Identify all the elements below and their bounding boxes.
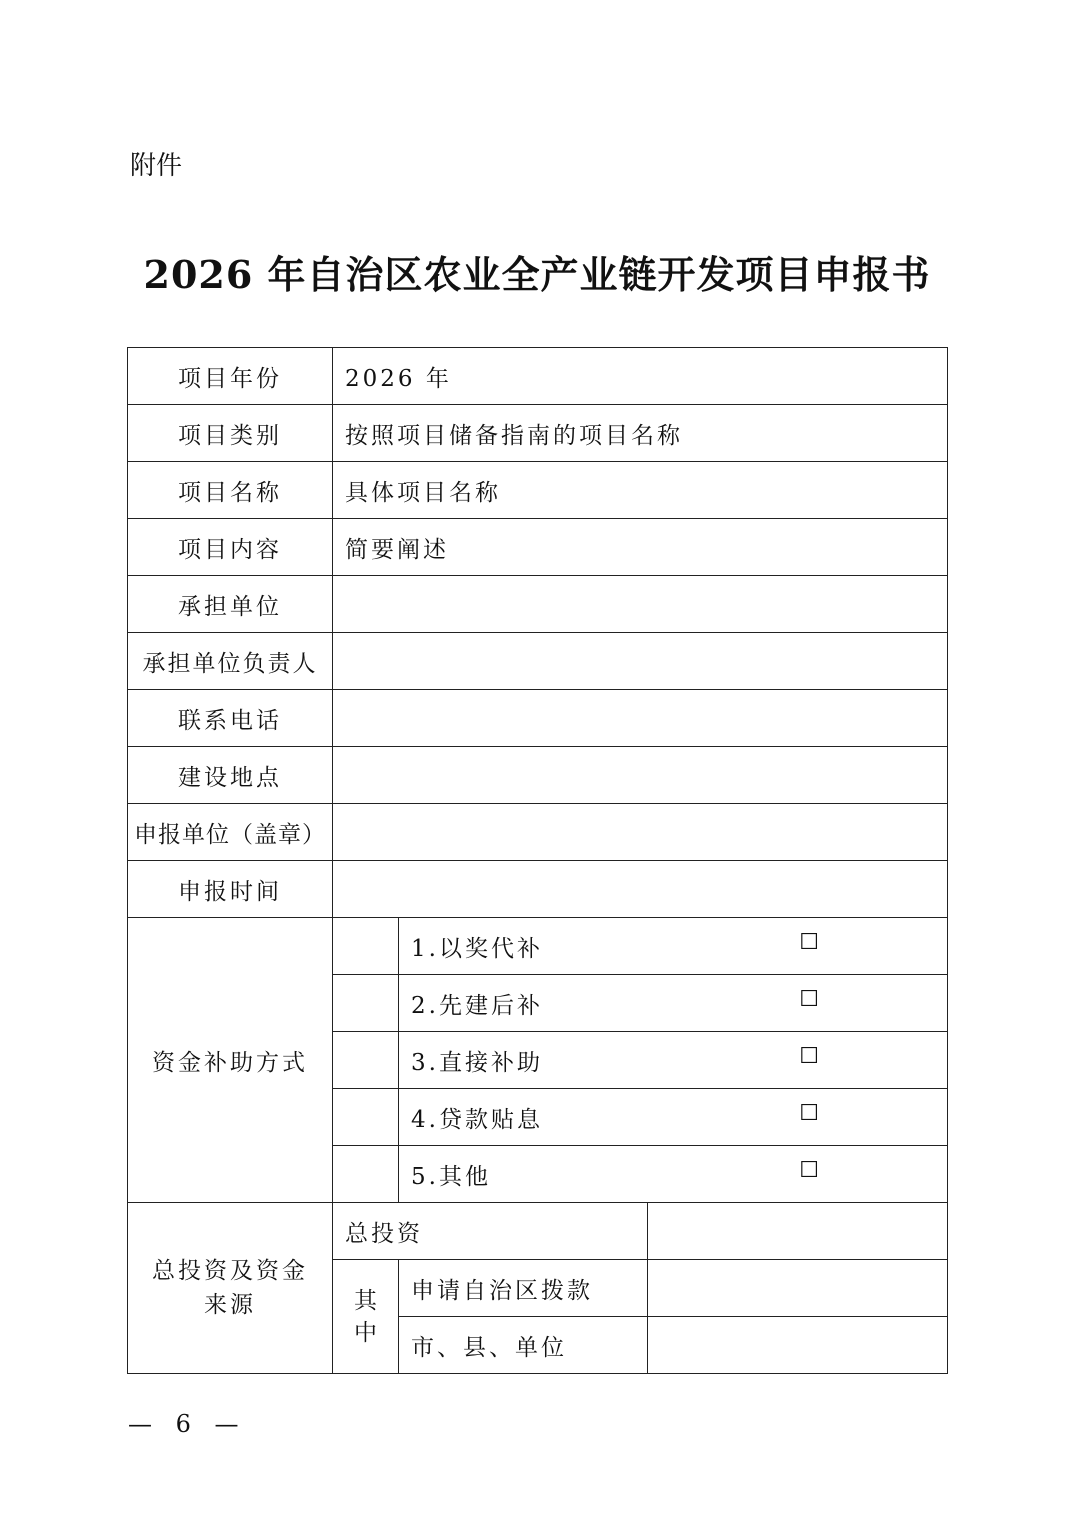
investment-item-label: 市、县、单位 <box>399 1317 648 1374</box>
page-number: — 6 — <box>128 1410 247 1438</box>
of-which-char: 中 <box>354 1319 377 1346</box>
row-label: 项目年份 <box>128 348 333 405</box>
checkbox[interactable]: ☐ <box>799 1043 819 1069</box>
checkbox[interactable]: ☐ <box>799 986 819 1012</box>
of-which-label <box>333 1260 399 1374</box>
total-investment-field[interactable] <box>648 1203 948 1260</box>
funding-option-label: 5.其他 <box>411 1163 491 1190</box>
table-row <box>128 804 948 861</box>
table-row <box>128 462 948 519</box>
investment-label <box>128 1203 333 1374</box>
blank-cell <box>333 975 399 1032</box>
row-value-field[interactable]: 按照项目储备指南的项目名称 <box>333 405 948 462</box>
funding-option <box>399 918 948 975</box>
funding-option-label: 2.先建后补 <box>411 992 543 1019</box>
table-row <box>128 861 948 918</box>
row-value-field[interactable] <box>333 804 948 861</box>
table-row <box>128 747 948 804</box>
row-value-field[interactable] <box>333 633 948 690</box>
investment-item-label: 申请自治区拨款 <box>399 1260 648 1317</box>
row-value-field[interactable]: 2026 年 <box>333 348 948 405</box>
row-label: 项目内容 <box>128 519 333 576</box>
table-row <box>128 1203 948 1260</box>
row-value-field[interactable]: 具体项目名称 <box>333 462 948 519</box>
row-label: 建设地点 <box>128 747 333 804</box>
funding-option <box>399 1089 948 1146</box>
row-value-field[interactable] <box>333 861 948 918</box>
funding-option <box>399 975 948 1032</box>
investment-label-line: 总投资及资金 <box>152 1258 308 1284</box>
funding-option-label: 3.直接补助 <box>411 1049 543 1076</box>
row-label: 承担单位负责人 <box>128 633 333 690</box>
investment-item-field[interactable] <box>648 1260 948 1317</box>
total-investment-label: 总投资 <box>333 1203 648 1260</box>
row-label: 申报时间 <box>128 861 333 918</box>
table-row <box>128 633 948 690</box>
application-form-table <box>127 347 948 1374</box>
investment-item-field[interactable] <box>648 1317 948 1374</box>
blank-cell <box>333 918 399 975</box>
checkbox[interactable]: ☐ <box>799 1157 819 1183</box>
blank-cell <box>333 1032 399 1089</box>
row-value-field[interactable] <box>333 690 948 747</box>
blank-cell <box>333 1089 399 1146</box>
table-row <box>128 918 948 975</box>
table-row <box>128 576 948 633</box>
table-row <box>128 690 948 747</box>
row-label: 申报单位（盖章） <box>128 804 333 861</box>
funding-option-label: 4.贷款贴息 <box>411 1106 543 1133</box>
funding-method-label: 资金补助方式 <box>128 918 333 1203</box>
document-title: 2026 年自治区农业全产业链开发项目申报书 <box>143 252 931 297</box>
checkbox[interactable]: ☐ <box>799 1100 819 1126</box>
checkbox[interactable]: ☐ <box>799 929 819 955</box>
row-value-field[interactable] <box>333 576 948 633</box>
table-row <box>128 348 948 405</box>
row-value-field[interactable]: 简要阐述 <box>333 519 948 576</box>
of-which-char: 其 <box>354 1287 377 1314</box>
table-row <box>128 519 948 576</box>
funding-option <box>399 1032 948 1089</box>
row-label: 承担单位 <box>128 576 333 633</box>
funding-option-label: 1.以奖代补 <box>411 935 543 962</box>
investment-label-line: 来源 <box>204 1292 256 1318</box>
row-label: 项目类别 <box>128 405 333 462</box>
row-label: 项目名称 <box>128 462 333 519</box>
row-label: 联系电话 <box>128 690 333 747</box>
blank-cell <box>333 1146 399 1203</box>
row-value-field[interactable] <box>333 747 948 804</box>
attachment-label: 附件 <box>130 151 183 181</box>
table-row <box>128 405 948 462</box>
funding-option <box>399 1146 948 1203</box>
